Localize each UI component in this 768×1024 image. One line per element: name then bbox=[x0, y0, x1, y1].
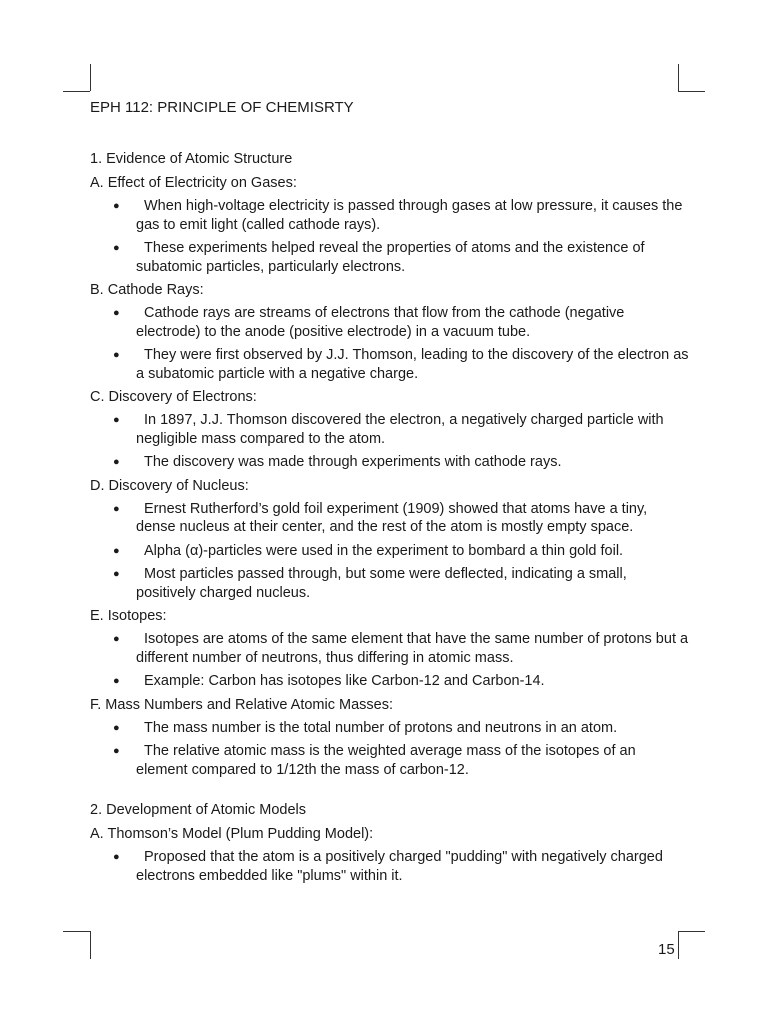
bullet-item bbox=[90, 542, 690, 561]
subsection bbox=[90, 174, 690, 276]
bullet-list bbox=[90, 304, 690, 383]
bullet-dot-icon: ● bbox=[113, 721, 120, 734]
bullet-dot-icon: ● bbox=[113, 544, 120, 557]
crop-mark-top-left-horizontal bbox=[63, 91, 90, 92]
page-number: 15 bbox=[658, 941, 675, 958]
bullet-item bbox=[90, 848, 690, 885]
subsection-title: B. Cathode Rays: bbox=[90, 282, 204, 298]
subsection bbox=[90, 607, 690, 691]
bullet-dot-icon: ● bbox=[113, 502, 120, 515]
crop-mark-top-left-vertical bbox=[90, 64, 91, 91]
subsection-title: A. Effect of Electricity on Gases: bbox=[90, 175, 297, 191]
subsection-title: D. Discovery of Nucleus: bbox=[90, 477, 249, 494]
section bbox=[90, 150, 690, 779]
crop-mark-bottom-left-horizontal bbox=[63, 931, 90, 932]
bullet-text: When high-voltage electricity is passed through gases at low pressure, it causes the gas to emit light (called cathode rays). bbox=[136, 198, 683, 233]
bullet-list bbox=[90, 719, 690, 780]
crop-mark-bottom-right-horizontal bbox=[678, 931, 705, 932]
subsection bbox=[90, 825, 690, 885]
bullet-item bbox=[90, 742, 690, 779]
bullet-item bbox=[90, 304, 690, 341]
bullet-text: Example: Carbon has isotopes like Carbon-12 and Carbon-14. bbox=[144, 673, 545, 689]
bullet-dot-icon: ● bbox=[113, 307, 120, 319]
bullet-dot-icon: ● bbox=[113, 633, 120, 645]
bullet-item bbox=[90, 411, 690, 448]
section-title: 1. Evidence of Atomic Structure bbox=[90, 151, 293, 167]
bullet-item bbox=[90, 346, 690, 383]
crop-mark-bottom-right-vertical bbox=[678, 931, 679, 959]
section-title: 2. Development of Atomic Models bbox=[90, 802, 306, 818]
bullet-list bbox=[90, 500, 690, 603]
subsection-title: A. Thomson’s Model (Plum Pudding Model): bbox=[90, 826, 374, 842]
bullet-text: The discovery was made through experiments with cathode rays. bbox=[144, 454, 562, 470]
bullet-dot-icon: ● bbox=[113, 568, 120, 580]
subsection bbox=[90, 696, 690, 780]
bullet-item bbox=[90, 719, 690, 738]
subsection-title: E. Isotopes: bbox=[90, 608, 167, 624]
bullet-dot-icon: ● bbox=[113, 414, 120, 426]
bullet-text: In 1897, J.J. Thomson discovered the electron, a negatively charged particle with negligible mass compared to the atom. bbox=[136, 412, 664, 447]
section bbox=[90, 801, 690, 885]
bullet-dot-icon: ● bbox=[113, 851, 120, 863]
bullet-list bbox=[90, 411, 690, 472]
bullet-list bbox=[90, 848, 690, 885]
bullet-item bbox=[90, 500, 690, 537]
subsection-title: C. Discovery of Electrons: bbox=[90, 389, 257, 405]
bullet-item bbox=[90, 453, 690, 472]
bullet-item bbox=[90, 565, 690, 602]
bullet-dot-icon: ● bbox=[113, 242, 120, 254]
bullet-text: Most particles passed through, but some were deflected, indicating a small, positively charged nucleus. bbox=[136, 566, 627, 601]
subsection bbox=[90, 477, 690, 603]
bullet-dot-icon: ● bbox=[113, 456, 120, 468]
bullet-dot-icon: ● bbox=[113, 349, 120, 361]
bullet-text: The relative atomic mass is the weighted average mass of the isotopes of an element compared to 1/12th the mass of carbon-12. bbox=[136, 743, 636, 778]
bullet-text: The mass number is the total number of protons and neutrons in an atom. bbox=[144, 719, 618, 736]
bullet-text: Proposed that the atom is a positively charged "pudding" with negatively charged electrons embedded like "plums" within it. bbox=[136, 849, 663, 884]
crop-mark-bottom-left-vertical bbox=[90, 931, 91, 959]
bullet-text: Cathode rays are streams of electrons that flow from the cathode (negative electrode) to the anode (positive electrode) in a vacuum tube. bbox=[136, 305, 625, 340]
page-content bbox=[90, 98, 690, 890]
bullet-dot-icon: ● bbox=[113, 745, 120, 757]
bullet-item bbox=[90, 239, 690, 276]
sections bbox=[90, 150, 690, 885]
bullet-text: Isotopes are atoms of the same element that have the same number of protons but a different number of neutrons, thus differing in atomic mass. bbox=[136, 631, 689, 666]
bullet-text: Ernest Rutherford’s gold foil experiment (1909) showed that atoms have a tiny, dense nucleus at their center, and the rest of the atom is mostly empty space. bbox=[136, 500, 648, 535]
subsection bbox=[90, 281, 690, 383]
subsection-title: F. Mass Numbers and Relative Atomic Masses: bbox=[90, 696, 393, 713]
bullet-item bbox=[90, 630, 690, 667]
document-title: EPH 112: PRINCIPLE OF CHEMISRTY bbox=[90, 99, 354, 116]
bullet-list bbox=[90, 197, 690, 276]
crop-mark-top-right-horizontal bbox=[678, 91, 705, 92]
bullet-text: Alpha (α)-particles were used in the experiment to bombard a thin gold foil. bbox=[144, 542, 624, 559]
subsection bbox=[90, 388, 690, 472]
bullet-text: These experiments helped reveal the properties of atoms and the existence of subatomic particles, particularly electrons. bbox=[136, 240, 645, 275]
bullet-item bbox=[90, 672, 690, 691]
bullet-dot-icon: ● bbox=[113, 200, 120, 212]
bullet-dot-icon: ● bbox=[113, 675, 120, 687]
bullet-text: They were first observed by J.J. Thomson, leading to the discovery of the electron as a subatomic particle with a negative charge. bbox=[136, 347, 689, 382]
bullet-list bbox=[90, 630, 690, 691]
crop-mark-top-right-vertical bbox=[678, 64, 679, 91]
bullet-item bbox=[90, 197, 690, 234]
